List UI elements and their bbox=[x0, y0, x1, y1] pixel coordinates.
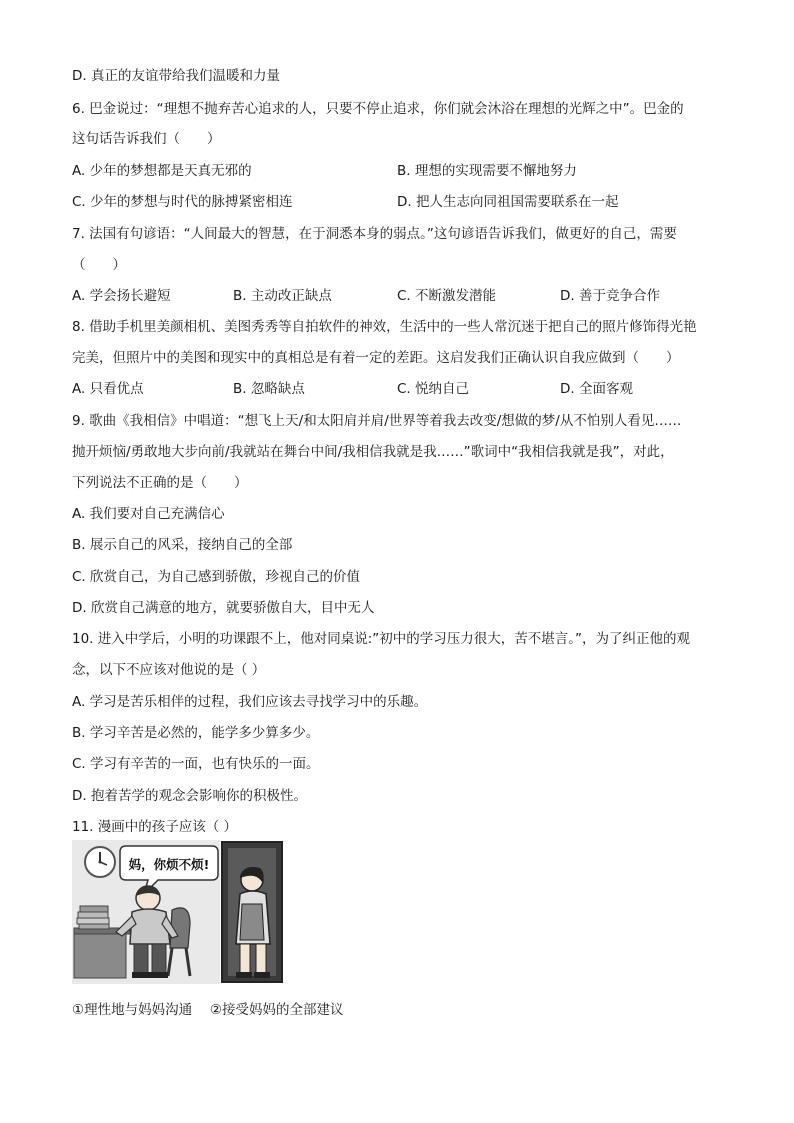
q7-stem-line1: 7. 法国有句谚语：“人间最大的智慧，在于洞悉本身的弱点。”这句谚语告诉我们，做更好的自己，需要 bbox=[72, 226, 677, 242]
q9-option-c: C. 欣赏自己，为自己感到骄傲，珍视自己的价值 bbox=[72, 569, 361, 585]
q8-option-c: C. 悦纳自己 bbox=[397, 381, 470, 397]
q6-option-a: A. 少年的梦想都是天真无邪的 bbox=[72, 163, 252, 179]
q9-option-d: D. 欣赏自己满意的地方，就要骄傲自大，目中无人 bbox=[72, 600, 375, 616]
q7-option-b: B. 主动改正缺点 bbox=[233, 288, 332, 304]
q10-option-b: B. 学习辛苦是必然的，能学多少算多少。 bbox=[72, 725, 320, 741]
q6-option-b: B. 理想的实现需要不懈地努力 bbox=[397, 163, 577, 179]
q6-stem-line1: 6. 巴金说过：“理想不抛弃苦心追求的人，只要不停止追求，你们就会沐浴在理想的光辉之中”。巴金的 bbox=[72, 101, 684, 117]
q7-option-d: D. 善于竞争合作 bbox=[560, 288, 660, 304]
q8-stem-line2: 完美，但照片中的美图和现实中的真相总是有着一定的差距。这启发我们正确认识自我应做到（ ） bbox=[72, 350, 680, 366]
q10-option-d: D. 抱着苦学的观念会影响你的积极性。 bbox=[72, 788, 307, 804]
q8-option-a: A. 只看优点 bbox=[72, 381, 144, 397]
q9-stem-line1: 9. 歌曲《我相信》中唱道：“想飞上天/和太阳肩并肩/世界等着我去改变/想做的梦/从不怕别人看见…… bbox=[72, 413, 682, 429]
q7-stem-line2: （ ） bbox=[72, 257, 126, 273]
q6-option-c: C. 少年的梦想与时代的脉搏紧密相连 bbox=[72, 194, 293, 210]
clock-icon bbox=[85, 847, 115, 877]
q8-option-b: B. 忽略缺点 bbox=[233, 381, 305, 397]
q9-stem-line3: 下列说法不正确的是（ ） bbox=[72, 475, 248, 491]
q9-option-a: A. 我们要对自己充满信心 bbox=[72, 506, 225, 522]
q5-option-d: D. 真正的友谊带给我们温暖和力量 bbox=[72, 68, 280, 84]
q10-stem-line1: 10. 进入中学后，小明的功课跟不上，他对同桌说:”初中的学习压力很大，苦不堪言。”，为了纠正他的观 bbox=[72, 631, 691, 647]
q7-option-a: A. 学会扬长避短 bbox=[72, 288, 171, 304]
q11-choices-line: ①理性地与妈妈沟通 ②接受妈妈的全部建议 bbox=[72, 1002, 344, 1018]
q9-option-b: B. 展示自己的风采，接纳自己的全部 bbox=[72, 537, 293, 553]
q11-stem: 11. 漫画中的孩子应该（ ） bbox=[72, 819, 238, 835]
q10-option-a: A. 学习是苦乐相伴的过程，我们应该去寻找学习中的乐趣。 bbox=[72, 694, 428, 710]
q6-option-d: D. 把人生志向同祖国需要联系在一起 bbox=[397, 194, 619, 210]
q9-stem-line2: 抛开烦恼/勇敢地大步向前/我就站在舞台中间/我相信我就是我……”歌词中“我相信我就是我”，对此， bbox=[72, 444, 674, 460]
q8-option-d: D. 全面客观 bbox=[560, 381, 633, 397]
comic-illustration bbox=[72, 840, 288, 984]
q10-option-c: C. 学习有辛苦的一面，也有快乐的一面。 bbox=[72, 756, 320, 772]
q6-stem-line2: 这句话告诉我们（ ） bbox=[72, 131, 221, 147]
q10-stem-line2: 念，以下不应该对他说的是（ ） bbox=[72, 662, 266, 678]
comic-speech-text: 妈，你烦不烦! bbox=[128, 857, 210, 872]
q7-option-c: C. 不断激发潜能 bbox=[397, 288, 497, 304]
q8-stem-line1: 8. 借助手机里美颜相机、美图秀秀等自拍软件的神效，生活中的一些人常沉迷于把自己的照片修饰得光艳 bbox=[72, 319, 697, 335]
